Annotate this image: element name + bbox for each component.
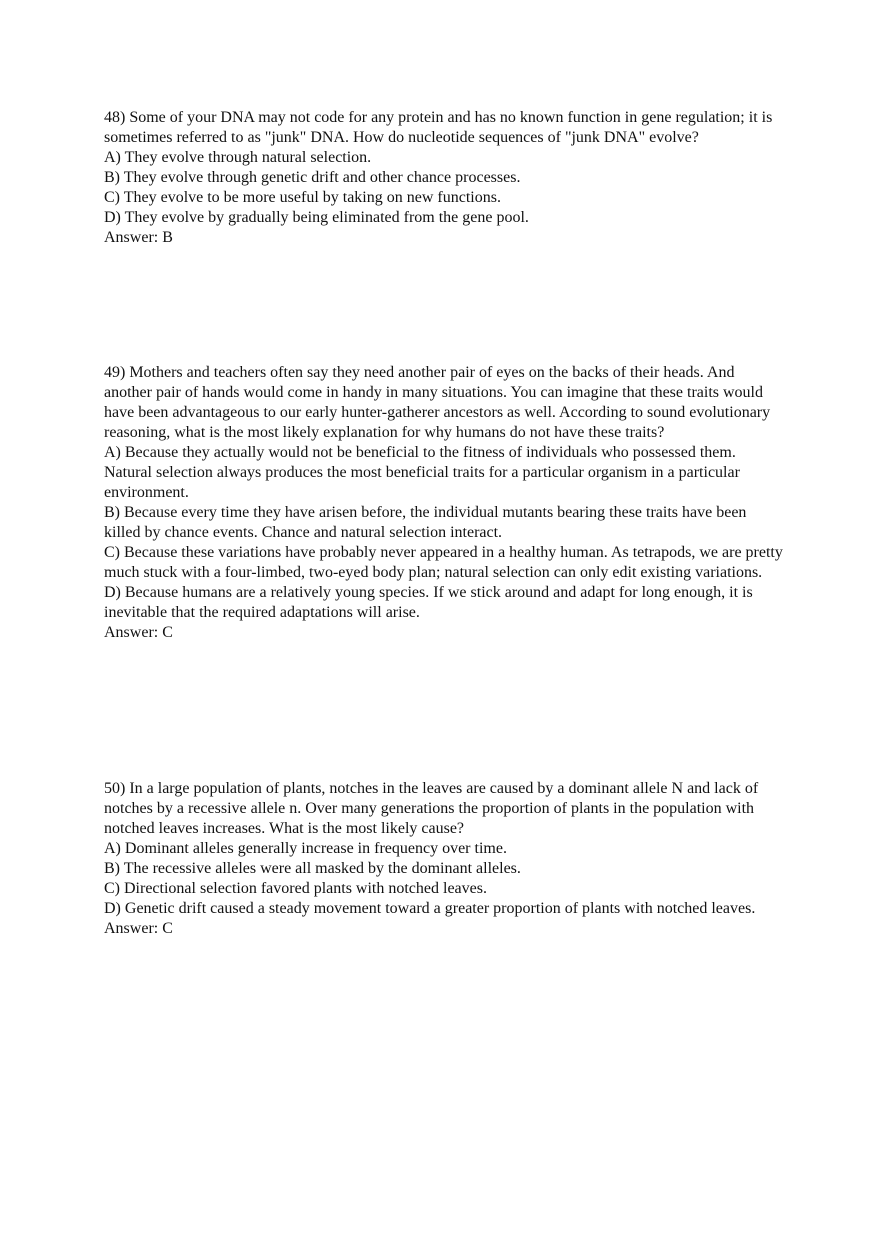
question-48 <box>104 108 784 248</box>
option-a: A) They evolve through natural selection. <box>104 149 372 166</box>
option-d: D) Because humans are a relatively young species. If we stick around and adapt for long enough, it is inevitable that the required adaptations will arise. <box>104 584 753 621</box>
option-c: C) They evolve to be more useful by taking on new functions. <box>104 189 501 206</box>
option-b: B) Because every time they have arisen before, the individual mutants bearing these traits have been killed by chance events. Chance and natural selection interact. <box>104 504 747 541</box>
answer-line: Answer: C <box>104 920 173 937</box>
option-c: C) Because these variations have probably never appeared in a healthy human. As tetrapods, we are pretty much stuck with a four-limbed, two-eyed body plan; natural selection can only edit existing variations. <box>104 544 783 581</box>
question-stem: 49) Mothers and teachers often say they need another pair of eyes on the backs of their heads. And another pair of hands would come in handy in many situations. You can imagine that these traits would have been advantageous to our early hunter-gatherer ancestors as well. According to sound evolutionary reasoning, what is the most likely explanation for why humans do not have these traits? <box>104 364 771 441</box>
question-stem: 48) Some of your DNA may not code for any protein and has no known function in gene regulation; it is sometimes referred to as "junk" DNA. How do nucleotide sequences of "junk DNA" evolve? <box>104 109 773 146</box>
option-d: D) Genetic drift caused a steady movement toward a greater proportion of plants with notched leaves. <box>104 900 756 917</box>
option-b: B) The recessive alleles were all masked by the dominant alleles. <box>104 860 521 877</box>
question-50 <box>104 779 784 939</box>
option-b: B) They evolve through genetic drift and other chance processes. <box>104 169 521 186</box>
option-d: D) They evolve by gradually being eliminated from the gene pool. <box>104 209 529 226</box>
option-c: C) Directional selection favored plants with notched leaves. <box>104 880 487 897</box>
option-a: A) Because they actually would not be beneficial to the fitness of individuals who possessed them. Natural selection always produces the most beneficial traits for a particular organism in a particular environment. <box>104 444 740 501</box>
answer-line: Answer: C <box>104 624 173 641</box>
option-a: A) Dominant alleles generally increase in frequency over time. <box>104 840 507 857</box>
question-49 <box>104 363 784 643</box>
question-stem: 50) In a large population of plants, notches in the leaves are caused by a dominant allele N and lack of notches by a recessive allele n. Over many generations the proportion of plants in the population with notched leaves increases. What is the most likely cause? <box>104 780 759 837</box>
answer-line: Answer: B <box>104 229 173 246</box>
